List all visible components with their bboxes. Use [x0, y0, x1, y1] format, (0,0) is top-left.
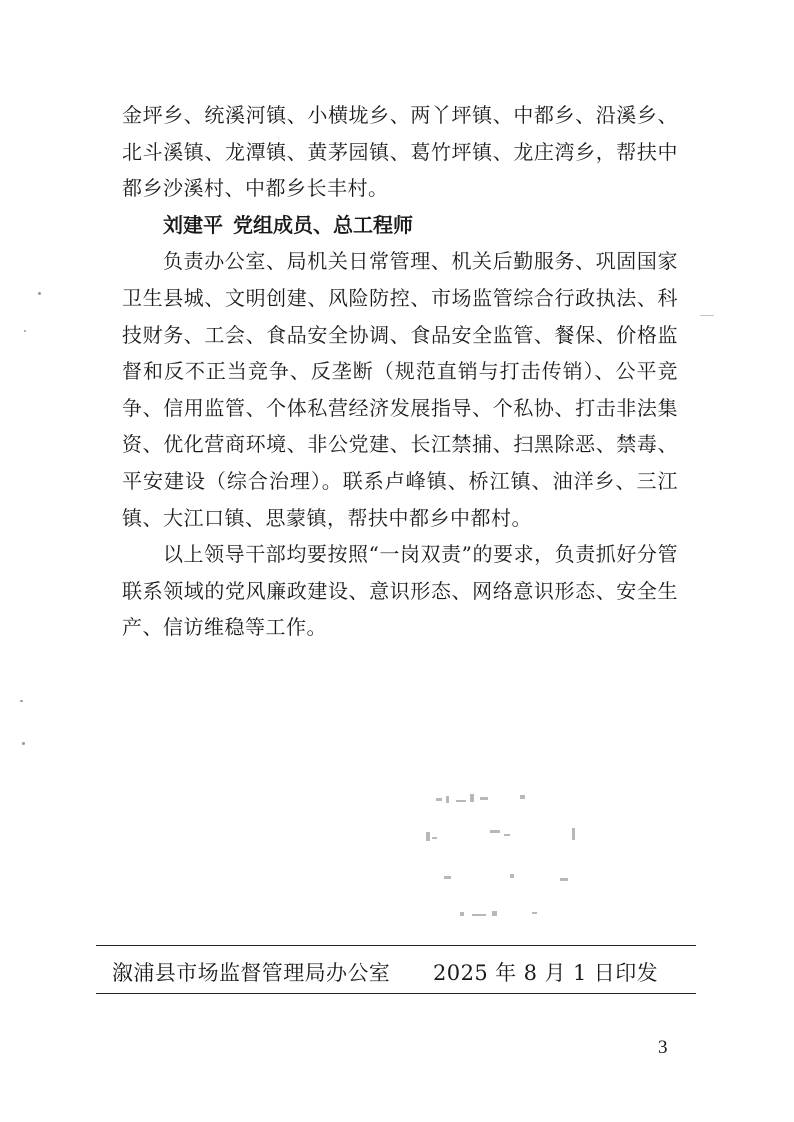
- scan-speck: [38, 292, 41, 295]
- footer-bottom-rule: [96, 993, 696, 994]
- scan-speck: [24, 330, 26, 332]
- scan-speck: [22, 742, 25, 745]
- page-number: 3: [658, 1037, 668, 1058]
- document-body: [122, 97, 678, 646]
- duties-paragraph: 负责办公室、局机关日常管理、机关后勤服务、巩固国家卫生县城、文明创建、风险防控、市场监管综合行政执法、科技财务、工会、食品安全协调、食品安全监管、餐保、价格监督和反不正当竞争、反垄断（规范直销与打击传销）、公平竞争、信用监管、个体私营经济发展指导、个私协、打击非法集资、优化营商环境、非公党建、长江禁捕、扫黑除恶、禁毒、平安建设（综合治理）。联系卢峰镇、桥江镇、油洋乡、三江镇、大江口镇、思蒙镇，帮扶中都乡中都村。: [122, 249, 678, 530]
- leader-title: 党组成员、总工程师: [233, 212, 413, 237]
- scan-speck: [700, 315, 714, 316]
- leader-heading: [122, 207, 678, 244]
- footer-issuer: 溆浦县市场监督管理局办公室: [112, 961, 391, 985]
- footer-top-rule: [96, 945, 696, 946]
- continuation-paragraph: 金坪乡、统溪河镇、小横垅乡、两丫坪镇、中都乡、沿溪乡、北斗溪镇、龙潭镇、黄茅园镇、葛竹坪镇、龙庄湾乡，帮扶中都乡沙溪村、中都乡长丰村。: [122, 103, 678, 201]
- faded-official-seal-icon: [400, 770, 600, 930]
- footer-date: 2025 年 8 月 1 日印发: [433, 961, 658, 985]
- closing-paragraph: 以上领导干部均要按照“一岗双责”的要求，负责抓好分管联系领域的党风廉政建设、意识形态、网络意识形态、安全生产、信访维稳等工作。: [122, 542, 678, 640]
- leader-name: 刘建平: [163, 212, 223, 237]
- scan-speck: [20, 700, 23, 702]
